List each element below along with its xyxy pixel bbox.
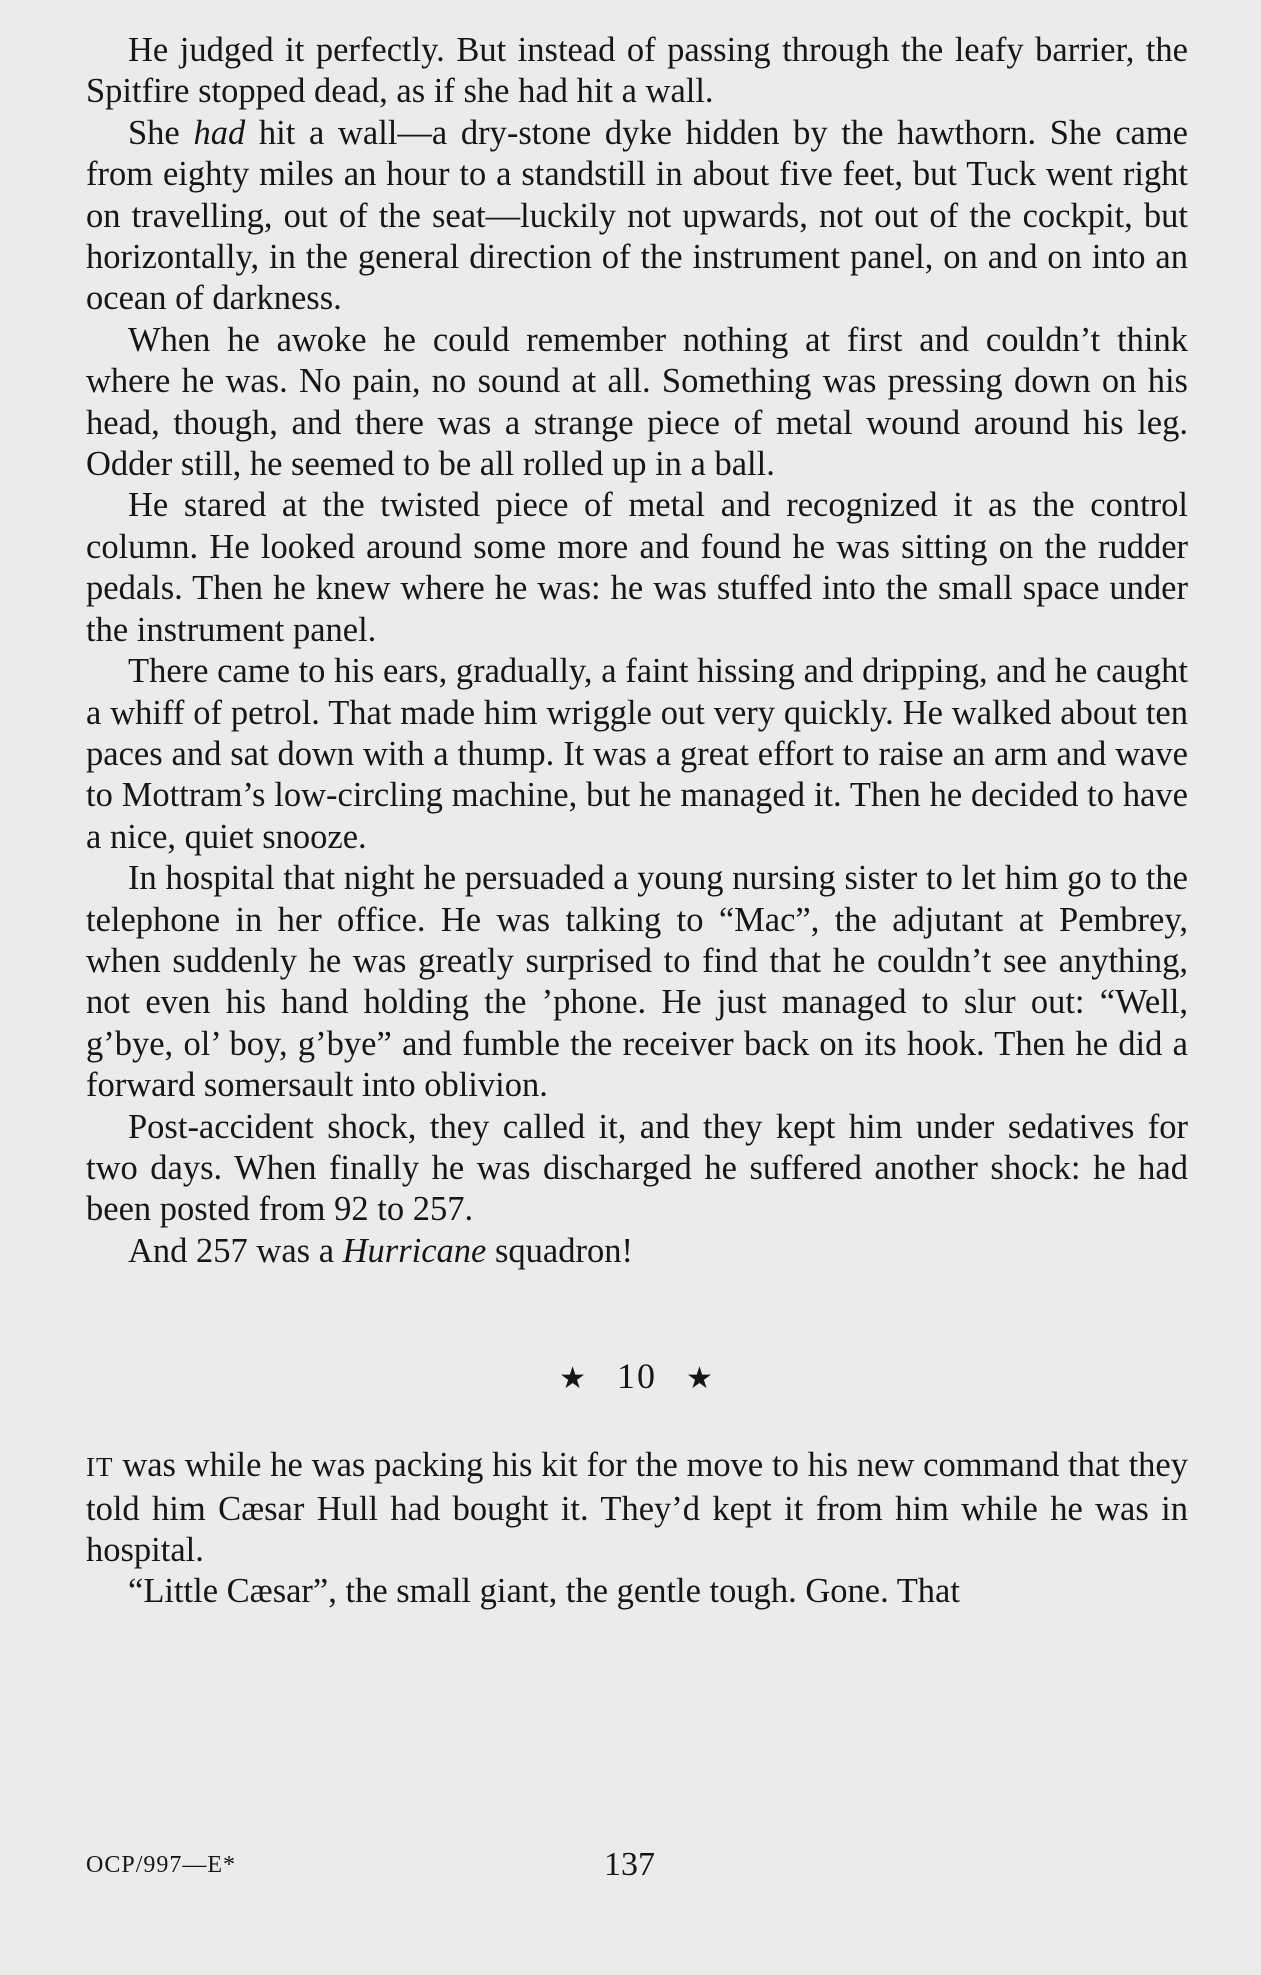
- text-run: There came to his ears, gradually, a faint hissing and dripping, and he caught a whiff of petrol. That made him wriggle out very quickly. He walked about ten paces and sat down with a thump. It was a great effort to raise an arm and wave to Mottram’s low-circling machine, but he managed it. Then he decided to have a nice, quiet snooze.: [86, 652, 1188, 856]
- paragraph: [86, 30, 1188, 113]
- book-page: [86, 30, 1188, 1613]
- chapter-heading: [86, 1354, 1188, 1401]
- text-run: “Little Cæsar”, the small giant, the gentle tough. Gone. That: [128, 1572, 960, 1611]
- text-run: He stared at the twisted piece of metal and recognized it as the control column. He looked around some more and found he was sitting on the rudder pedals. Then he knew where he was: he was stuffed into the small space under the instrument panel.: [86, 486, 1188, 649]
- text-block-before-chapter: [86, 30, 1188, 1272]
- paragraph: [86, 1571, 1188, 1612]
- star-ornament-left-icon: ★: [559, 1362, 588, 1396]
- paragraph: [86, 858, 1188, 1106]
- text-run: And 257 was a: [128, 1231, 343, 1270]
- paragraph: [86, 113, 1188, 320]
- printer-signature-mark: OCP/997—E*: [86, 1852, 237, 1878]
- text-run: squadron!: [486, 1231, 633, 1270]
- paragraph: [86, 651, 1188, 858]
- text-run: hit a wall—a dry-stone dyke hidden by the hawthorn. She came from eighty miles an hour to a standstill in about five feet, but Tuck went right on travelling, out of the seat—luckily not upwards, not out of the cockpit, but horizontally, in the general direction of the instrument panel, on and on into an ocean of darkness.: [86, 113, 1188, 318]
- page-number: 137: [604, 1846, 655, 1883]
- text-run: was while he was packing his kit for the move to his new command that they told him Cæsar Hull had bought it. They’d kept it from him while he was in hospital.: [86, 1446, 1188, 1569]
- paragraph: [86, 320, 1188, 486]
- paragraph: [86, 1231, 1188, 1272]
- paragraph: [86, 1445, 1188, 1571]
- italic-text: had: [193, 113, 246, 152]
- paragraph: [86, 1107, 1188, 1231]
- italic-text: Hurricane: [342, 1231, 487, 1270]
- text-run: Post-accident shock, they called it, and they kept him under sedatives for two days. When finally he was discharged he suffered another shock: he had been posted from 92 to 257.: [86, 1107, 1188, 1229]
- page-footer: [86, 1846, 1188, 1896]
- star-ornament-right-icon: ★: [686, 1362, 715, 1396]
- text-run: He judged it perfectly. But instead of passing through the leafy barrier, the Spitfire stopped dead, as if she had hit a wall.: [86, 31, 1188, 111]
- text-run: In hospital that night he persuaded a young nursing sister to let him go to the telephone in her office. He was talking to “Mac”, the adjutant at Pembrey, when suddenly he was greatly surprised to find that he couldn’t see anything, not even his hand holding the ’phone. He just managed to slur out: “Well, g’bye, ol’ boy, g’bye” and fumble the receiver back on its hook. Then he did a forward somersault into oblivion.: [86, 859, 1188, 1105]
- chapter-number: 10: [617, 1356, 657, 1397]
- small-caps-opening: IT: [86, 1452, 114, 1483]
- text-run: She: [128, 113, 194, 152]
- text-run: When he awoke he could remember nothing at first and couldn’t think where he was. No pain, no sound at all. Something was pressing down on his head, though, and there was a strange piece of metal wound around his leg. Odder still, he seemed to be all rolled up in a ball.: [86, 320, 1188, 484]
- text-block-after-chapter: [86, 1445, 1188, 1613]
- paragraph: [86, 485, 1188, 651]
